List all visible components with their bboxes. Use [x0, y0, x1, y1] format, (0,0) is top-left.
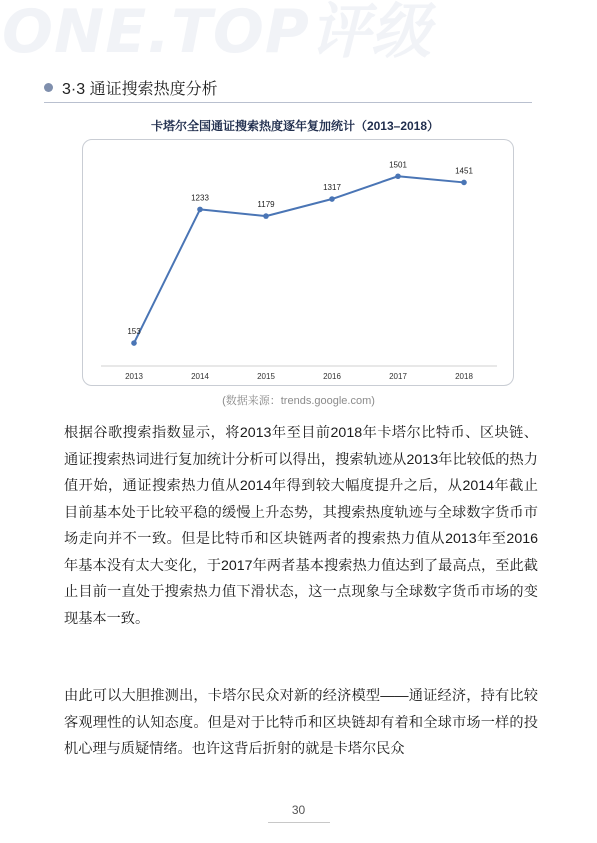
watermark-logo: ONE.TOP评级: [2, 0, 432, 67]
line-chart: [83, 140, 515, 387]
page-number: 30: [291, 803, 306, 817]
body-paragraph-1: 根据谷歌搜索指数显示，将2013年至目前2018年卡塔尔比特币、区块链、通证搜索热词进行复加统计分析可以得出，搜索轨迹从2013年比较低的热力值开始，通证搜索热力值从2014年得到较大幅度提升之后，从2014年截止目前基本处于比较平稳的缓慢上升态势，其搜索热度轨迹与全球数字货币市场走向并不一致。但是比特币和区块链两者的搜索热力值从2013年至2016年基本没有太大变化，于2017年两者基本搜索热力值达到了最高点，至此截止目前一直处于搜索热力值下滑状态，这一点现象与全球数字货币市场的变现基本一致。: [64, 425, 538, 627]
data-point: [461, 180, 467, 186]
data-point: [329, 196, 335, 202]
series-line: [134, 176, 464, 343]
x-tick-label: 2014: [191, 372, 209, 381]
chart-title: 卡塔尔全国通证搜索热度逐年复加统计（2013–2018）: [150, 119, 440, 133]
data-point: [131, 340, 137, 346]
section-header: [44, 76, 532, 103]
chart-frame: [82, 139, 514, 386]
body-paragraph-2: 由此可以大胆推测出，卡塔尔民众对新的经济模型——通证经济，持有比较客观理性的认知态度。但是对于比特币和区块链却有着和全球市场一样的投机心理与质疑情绪。也许这背后折射的就是卡塔尔民众: [64, 688, 538, 757]
x-tick-label: 2015: [257, 372, 275, 381]
x-tick-label: 2018: [455, 372, 473, 381]
data-label: 1451: [455, 166, 473, 176]
data-label: 1501: [389, 160, 407, 170]
page-number-rule: [268, 822, 330, 823]
x-tick-label: 2016: [323, 372, 341, 381]
x-tick-label: 2013: [125, 372, 143, 381]
data-label: 1233: [191, 193, 209, 203]
data-point: [197, 207, 203, 213]
data-source-note: (数据来源：trends.google.com): [222, 395, 375, 407]
data-label: 1179: [257, 200, 275, 210]
section-title: 3·3 通证搜索热度分析: [62, 81, 218, 98]
data-label: 153: [127, 327, 141, 337]
data-point: [395, 173, 401, 179]
x-tick-label: 2017: [389, 372, 407, 381]
bullet-dot-icon: [44, 83, 53, 92]
data-label: 1317: [323, 183, 341, 193]
data-point: [263, 213, 269, 219]
